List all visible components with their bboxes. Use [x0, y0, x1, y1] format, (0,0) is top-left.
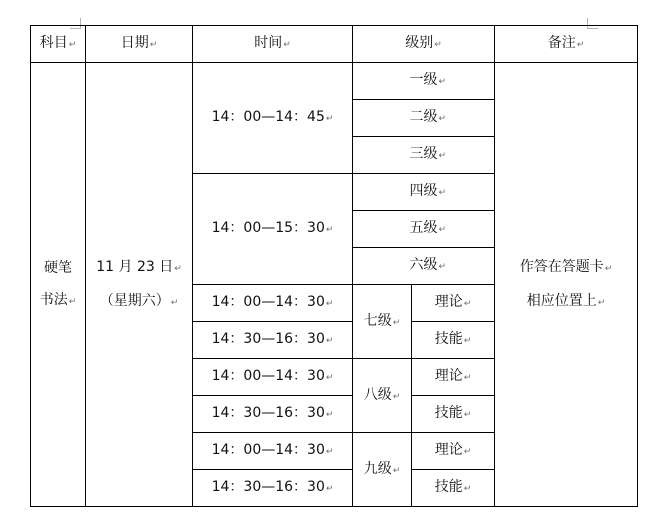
- time-cell: 14：00—14：30↵: [193, 433, 353, 470]
- level-cell: 六级↵: [353, 248, 495, 285]
- header-remark: 备注↵: [495, 26, 638, 63]
- part-cell: 理论↵: [412, 285, 495, 322]
- part-cell: 技能↵: [412, 396, 495, 433]
- level-cell-seven: 七级↵: [353, 285, 412, 359]
- level-cell-eight: 八级↵: [353, 359, 412, 433]
- exam-schedule-table: [30, 25, 638, 507]
- time-cell-group1: 14：00—14：45↵: [193, 63, 353, 174]
- level-cell: 四级↵: [353, 174, 495, 211]
- date-cell: 11 月 23 日↵ （星期六）↵: [86, 63, 193, 507]
- part-cell: 技能↵: [412, 470, 495, 507]
- level-cell-nine: 九级↵: [353, 433, 412, 507]
- level-cell: 二级↵: [353, 100, 495, 137]
- header-level: 级别↵: [353, 26, 495, 63]
- subject-cell: 硬笔 书法↵: [31, 63, 86, 507]
- part-cell: 理论↵: [412, 359, 495, 396]
- header-row: [31, 26, 638, 63]
- time-cell-group2: 14：00—15：30↵: [193, 174, 353, 285]
- time-cell: 14：30—16：30↵: [193, 322, 353, 359]
- part-cell: 技能↵: [412, 322, 495, 359]
- time-cell: 14：00—14：30↵: [193, 359, 353, 396]
- time-cell: 14：30—16：30↵: [193, 470, 353, 507]
- header-date: 日期↵: [86, 26, 193, 63]
- table-row: [31, 63, 638, 100]
- part-cell: 理论↵: [412, 433, 495, 470]
- level-cell: 一级↵: [353, 63, 495, 100]
- remark-cell: 作答在答题卡↵ 相应位置上↵: [495, 63, 638, 507]
- time-cell: 14：30—16：30↵: [193, 396, 353, 433]
- level-cell: 三级↵: [353, 137, 495, 174]
- header-subject: 科目↵: [31, 26, 86, 63]
- header-time: 时间↵: [193, 26, 353, 63]
- level-cell: 五级↵: [353, 211, 495, 248]
- time-cell: 14：00—14：30↵: [193, 285, 353, 322]
